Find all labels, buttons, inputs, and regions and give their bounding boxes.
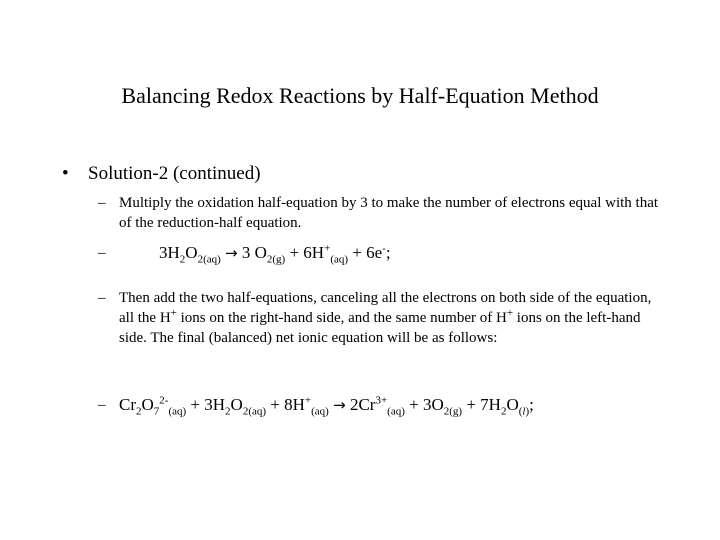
dash-marker: – [98,397,106,413]
eq-term: + 3H [186,395,226,414]
eq-state: (aq) [330,253,349,266]
eq-term: 3 O [241,243,267,262]
subitem-multiply-text: Multiply the oxidation half-equation by 3 to make the number of electrons equal with that of the reduction-half equation. [119,195,659,231]
eq-term: O [506,395,519,414]
text-run: ions on the left-hand side. The final (balanced) net ionic equation will be as follows: [119,310,641,346]
eq-state: (aq) [203,253,221,266]
bullet-solution-2 [62,162,261,186]
eq-state-part: ( [518,405,523,418]
slide-title: Balancing Redox Reactions by Half-Equation Method [121,83,599,108]
subitem-add-text [119,288,668,348]
eq-state: (aq) [387,405,405,418]
eq-state: (aq) [168,405,187,418]
eq-term: ; [385,243,391,262]
eq-term: O [185,243,198,262]
eq-subscript: 2 [136,405,142,418]
eq-term: O [230,395,243,414]
eq-term: + 8H [266,395,305,414]
eq-term: + 6H [289,243,325,262]
subitem-oxidation-equation [98,242,668,266]
eq-subscript: 2 [443,405,450,418]
eq-state: (g) [272,253,286,266]
eq-subscript: 2 [242,405,249,418]
dash-marker: – [98,245,106,261]
eq-state: (g) [449,405,463,418]
subitem-add-half-equations [98,288,668,348]
dash-marker: – [98,290,106,306]
eq-superscript: + [324,242,331,255]
eq-term: + 6e [352,243,383,262]
oxidation-half-equation [159,242,668,266]
eq-term: ; [529,395,534,414]
text-run: Then add the two half-equations, canceling all the electrons on both side of the equation, all the H [119,290,652,326]
superscript: + [170,307,177,319]
eq-subscript: 7 [153,405,160,418]
eq-term: + 7H [462,395,501,414]
arrow-icon: → [225,244,238,262]
eq-subscript: 2 [225,405,231,418]
eq-subscript: 2 [179,253,186,266]
eq-state-part: ) [525,405,530,418]
bullet-text: Solution-2 (continued) [88,163,261,184]
eq-state: (aq) [311,405,329,418]
eq-term: O [141,395,154,414]
dash-marker: – [98,195,106,211]
eq-superscript: 2- [159,394,169,407]
eq-term: Cr [119,395,136,414]
eq-subscript: 2 [266,253,273,266]
net-ionic-equation [119,394,698,418]
eq-term: + 3O [404,395,444,414]
eq-superscript: 3+ [375,394,388,407]
eq-state: (aq) [248,405,267,418]
bullet-marker: • [62,163,69,184]
eq-term: 3H [159,243,180,262]
subitem-multiply [98,193,668,233]
eq-subscript: 2 [500,405,507,418]
eq-term: 2Cr [349,395,376,414]
superscript: + [506,307,514,319]
subitem-net-equation [98,394,698,418]
eq-state-part: l [522,405,526,418]
text-run: ions on the right-hand side, and the same number of H [176,310,507,326]
eq-superscript: - [382,242,386,255]
eq-superscript: + [304,394,312,407]
arrow-icon: → [333,396,346,414]
eq-state [519,405,529,417]
eq-subscript: 2 [197,253,204,266]
